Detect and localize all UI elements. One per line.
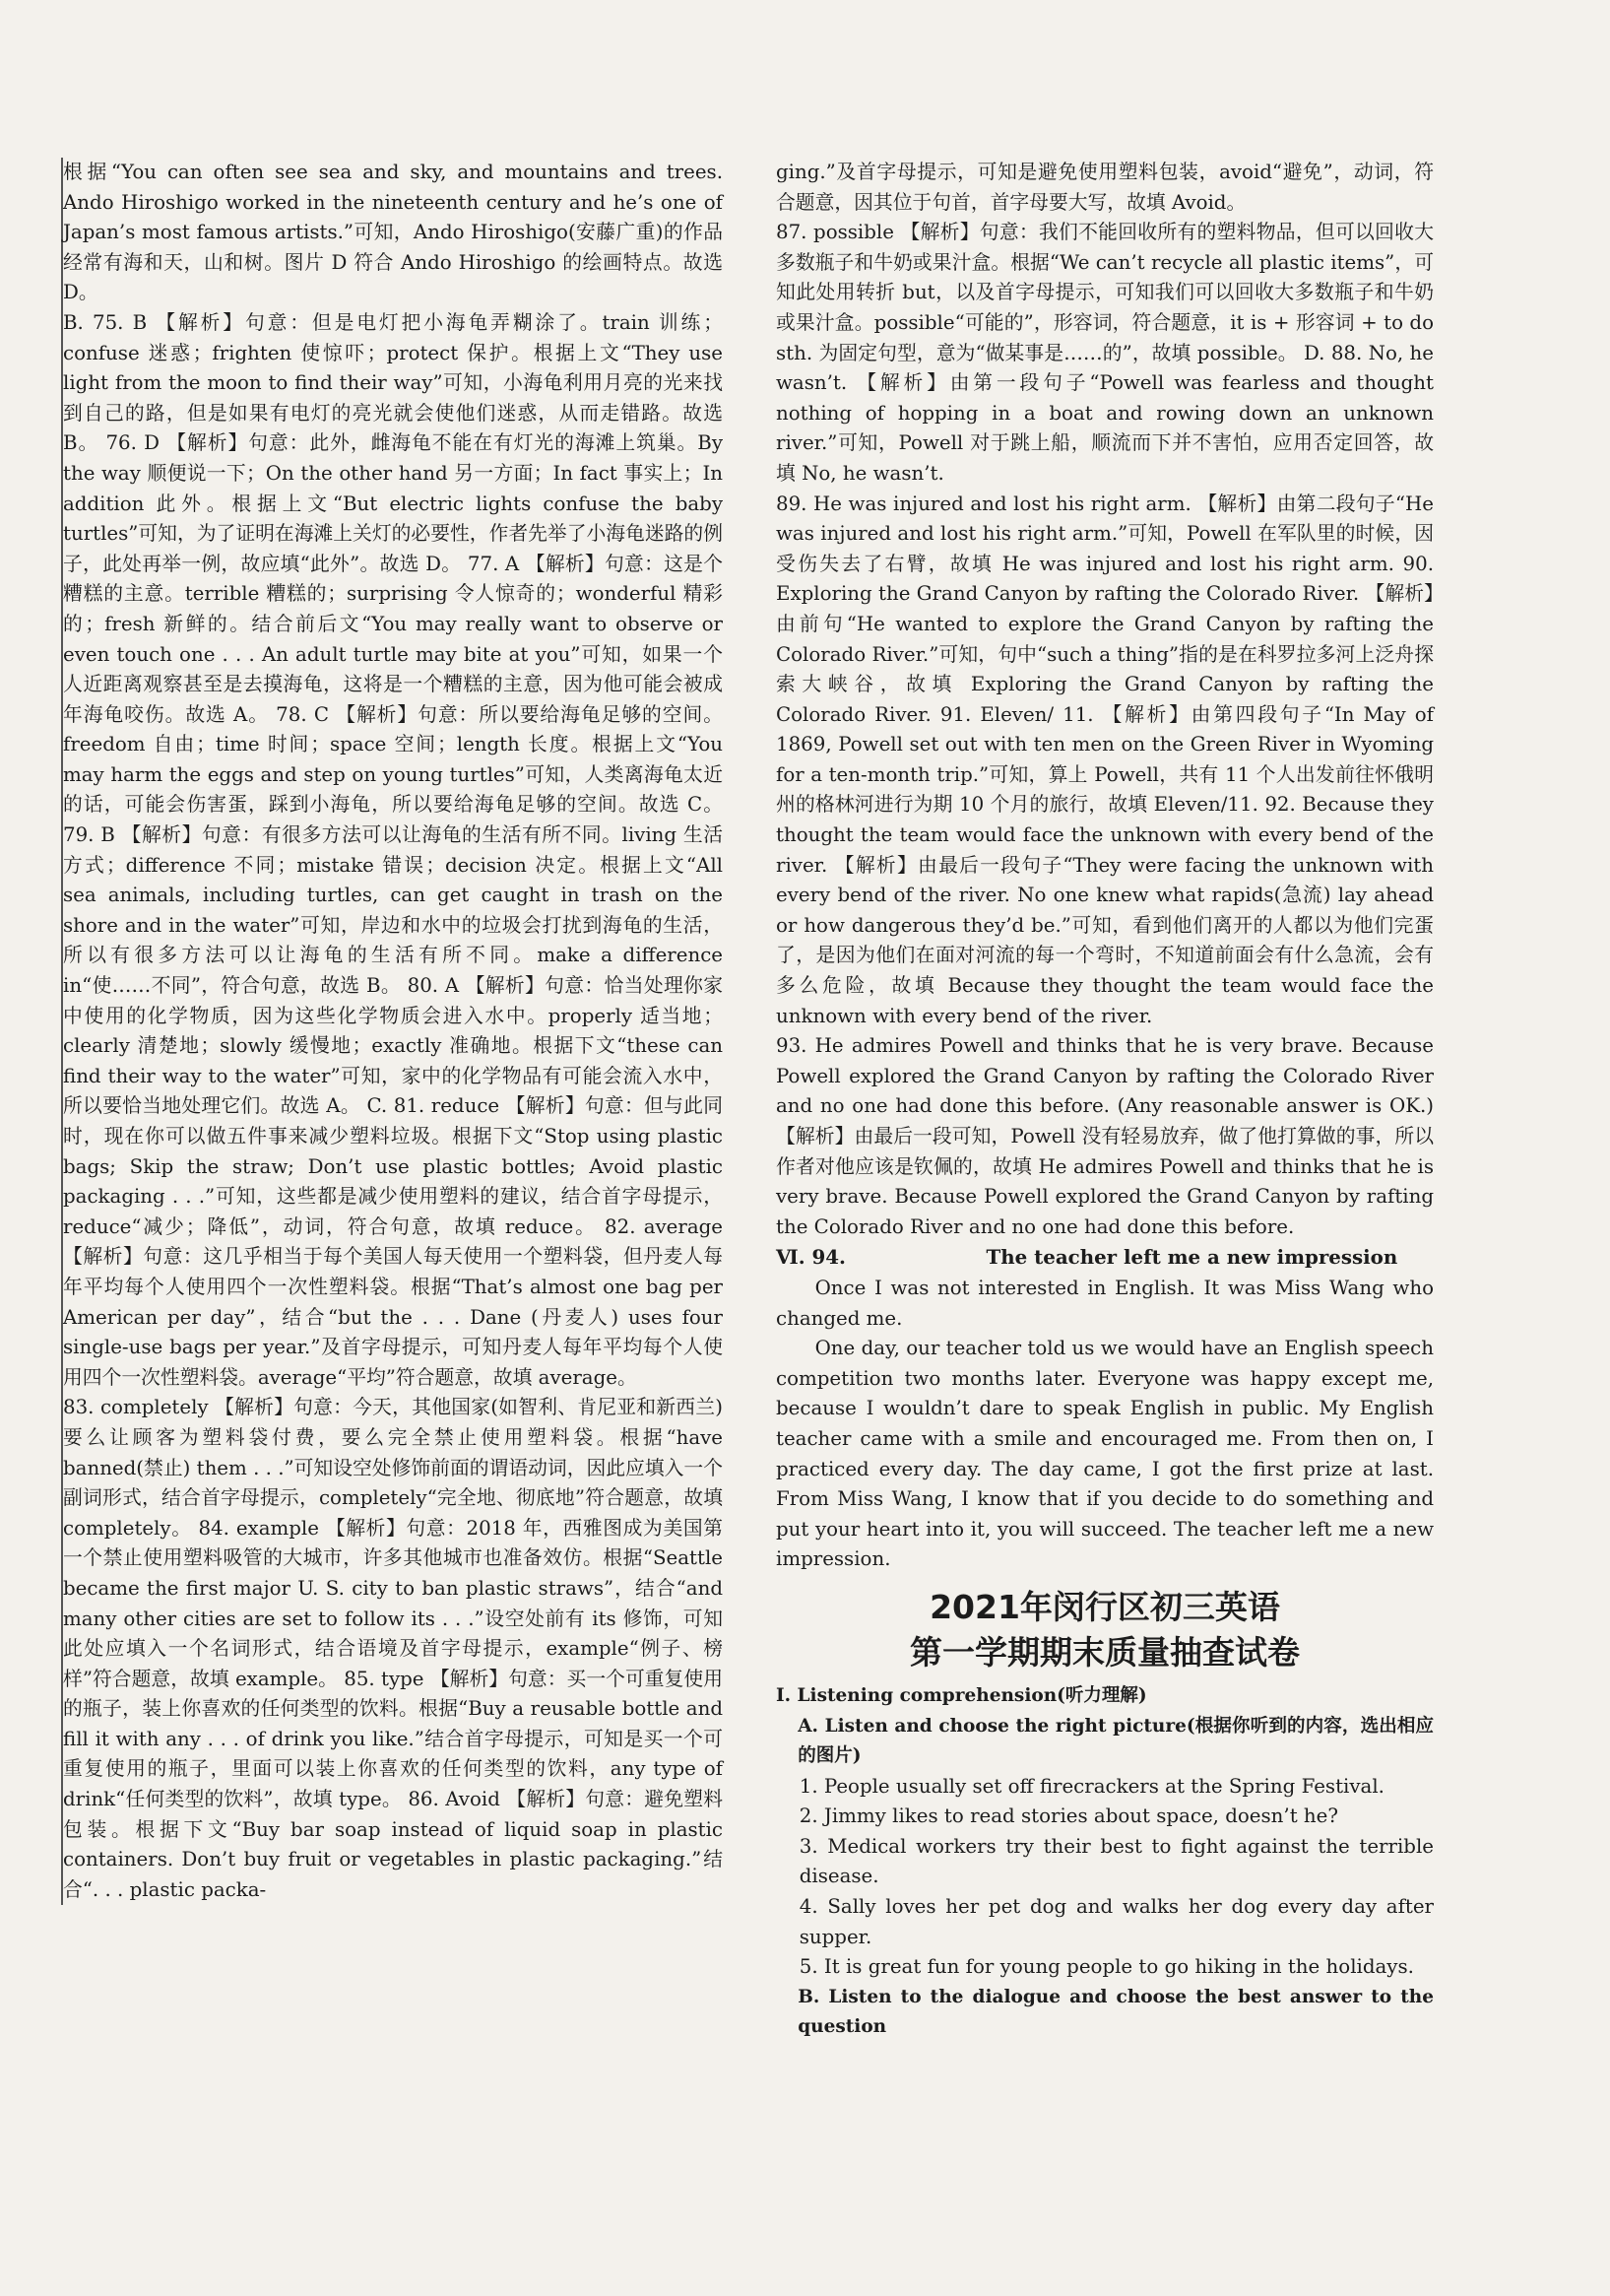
answer-paragraph: 89. He was injured and lost his right arm. 【解析】由第二段句子“He was injured and lost his right arm.”可知，Powell 在军队里的时候，因受伤失去了右臂，故填 He was injured and lost his right arm. 90. Exploring the Grand Canyon by rafting the Colorado River. 【解析】由前句“He wanted to explore the Grand Canyon by rafting the Colorado River.”可知，句中“such a thing”指的是在科罗拉多河上泛舟探索大峡谷，故填 Exploring the Grand Canyon by rafting the Colorado River. 91. Eleven/ 11. 【解析】由第四段句子“In May of 1869, Powell set out with ten men on the Green River in Wyoming for a ten-month trip.”可知，算上 Powell，共有 11 个人出发前往怀俄明州的格林河进行为期 10 个月的旅行，故填 Eleven/11. 92. Because they thought the team would face the unknown with every bend of the river. 【解析】由最后一段句子“They were facing the unknown with every bend of the river. No one knew what rapids(急流) lay ahead or how dangerous they’d be.”可知，看到他们离开的人都以为他们完蛋了，是因为他们在面对河流的每一个弯时，不知道前面会有什么急流，会有多么危险，故填 Because they thought the team would face the unknown with every bend of the river.: [776, 492, 1434, 1027]
exam-heading-line2: 第一学期期末质量抽查试卷: [910, 1632, 1300, 1672]
answer-paragraph: 根据“You can often see sea and sky, and mountains and trees. Ando Hiroshigo worked in the nineteenth century and he’s one of Japan’s most famous artists.”可知，Ando Hiroshigo(安藤广重)的作品经常有海和天，山和树。图片 D 符合 Ando Hiroshigo 的绘画特点。故选 D。: [63, 161, 723, 304]
answer-paragraph: ging.”及首字母提示，可知是避免使用塑料包装，avoid“避免”，动词，符合题意，因其位于句首，首字母要大写，故填 Avoid。: [776, 161, 1434, 214]
part-a-instruction: A. Listen and choose the right picture(根据你听到的内容，选出相应的图片): [798, 1715, 1434, 1767]
section-title: Ⅰ. Listening comprehension(听力理解): [776, 1684, 1147, 1706]
essay-title: The teacher left me a new impression: [986, 1245, 1398, 1270]
left-column: [61, 158, 723, 1905]
answer-paragraph: B. 75. B 【解析】句意：但是电灯把小海龟弄糊涂了。train 训练；confuse 迷惑；frighten 使惊吓；protect 保护。根据上文“They use light from the moon to find their way”可知，小海龟利用月亮的光来找到自己的路，但是如果有电灯的亮光就会使他们迷惑，从而走错路。故选 B。 76. D 【解析】句意：此外，雌海龟不能在有灯光的海滩上筑巢。By the way 顺便说一下；On the other hand 另一方面；In fact 事实上；In addition 此外。根据上文“But electric lights confuse the baby turtles”可知，为了证明在海滩上关灯的必要性，作者先举了小海龟迷路的例子，此处再举一例，故应填“此外”。故选 D。 77. A 【解析】句意：这是个糟糕的主意。terrible 糟糕的；surprising 令人惊奇的；wonderful 精彩的；fresh 新鲜的。结合前后文“You may really want to observe or even touch one . . . An adult turtle may bite at you”可知，如果一个人近距离观察甚至是去摸海龟，这将是一个糟糕的主意，因为他可能会被成年海龟咬伤。故选 A。 78. C 【解析】句意：所以要给海龟足够的空间。freedom 自由；time 时间；space 空间；length 长度。根据上文“You may harm the eggs and step on young turtles”可知，人类离海龟太近的话，可能会伤害蛋，踩到小海龟，所以要给海龟足够的空间。故选 C。 79. B 【解析】句意：有很多方法可以让海龟的生活有所不同。living 生活方式；difference 不同；mistake 错误；decision 决定。根据上文“All sea animals, including turtles, can get caught in trash on the shore and in the water”可知，岸边和水中的垃圾会打扰到海龟的生活，所以有很多方法可以让海龟的生活有所不同。make a difference in“使……不同”，符合句意，故选 B。 80. A 【解析】句意：恰当处理你家中使用的化学物质，因为这些化学物质会进入水中。properly 适当地；clearly 清楚地；slowly 缓慢地；exactly 准确地。根据下文“these can find their way to the water”可知，家中的化学物品有可能会流入水中，所以要恰当地处理它们。故选 A。 C. 81. reduce 【解析】句意：但与此同时，现在你可以做五件事来减少塑料垃圾。根据下文“Stop using plastic bags; Skip the straw; Don’t use plastic bottles; Avoid plastic packaging . . .”可知，这些都是减少使用塑料的建议，结合首字母提示，reduce“减少；降低”，动词，符合句意，故填 reduce。 82. average 【解析】句意：这几乎相当于每个美国人每天使用一个塑料袋，但丹麦人每年平均每个人使用四个一次性塑料袋。根据“That’s almost one bag per American per day”，结合“but the . . . Dane (丹麦人) uses four single-use bags per year.”及首字母提示，可知丹麦人每年平均每个人使用四个一次性塑料袋。average“平均”符合题意，故填 average。: [63, 310, 723, 1389]
exam-heading-line1: 2021年闵行区初三英语: [930, 1587, 1280, 1626]
list-item: 3. Medical workers try their best to fight against the terrible disease.: [799, 1834, 1434, 1888]
answer-paragraph: 87. possible 【解析】句意：我们不能回收所有的塑料物品，但可以回收大多数瓶子和牛奶或果汁盒。根据“We can’t recycle all plastic items”，可知此处用转折 but，以及首字母提示，可知我们可以回收大多数瓶子和牛奶或果汁盒。possible“可能的”，形容词，符合题意，it is + 形容词 + to do sth. 为固定句型，意为“做某事是……的”，故填 possible。 D. 88. No, he wasn’t. 【解析】由第一段句子“Powell was fearless and thought nothing of hopping in a boat and rowing down an unknown river.”可知，Powell 对于跳上船，顺流而下并不害怕，应用否定回答，故填 No, he wasn’t.: [776, 221, 1434, 485]
essay-paragraph: One day, our teacher told us we would have an English speech competition two months later. Everyone was happy except me, because I wouldn’t dare to speak English in public. My English teacher came with a smile and encouraged me. From then on, I practiced every day. The day came, I got the first prize at last. From Miss Wang, I know that if you decide to do something and put your heart into it, you will succeed. The teacher left me a new impression.: [776, 1337, 1434, 1571]
essay-header: [776, 1242, 1434, 1274]
essay-label: Ⅵ. 94.: [776, 1245, 846, 1270]
part-b-instruction: B. Listen to the dialogue and choose the best answer to the question: [798, 1986, 1434, 2038]
answer-paragraph: 93. He admires Powell and thinks that he is very brave. Because Powell explored the Grand Canyon by rafting the Colorado River and no one had done this before. (Any reasonable answer is OK.) 【解析】由最后一段可知，Powell 没有轻易放弃，做了他打算做的事，所以作者对他应该是钦佩的，故填 He admires Powell and thinks that he is very brave. Because Powell explored the Grand Canyon by rafting the Colorado River and no one had done this before.: [776, 1034, 1434, 1238]
essay-paragraph: Once I was not interested in English. It was Miss Wang who changed me.: [776, 1276, 1434, 1330]
list-item: 4. Sally loves her pet dog and walks her dog every day after supper.: [799, 1895, 1434, 1948]
list-item: 2. Jimmy likes to read stories about space, doesn’t he?: [799, 1804, 1338, 1828]
answer-paragraph: 83. completely 【解析】句意：今天，其他国家(如智利、肯尼亚和新西兰)要么让顾客为塑料袋付费，要么完全禁止使用塑料袋。根据“have banned(禁止) them . . .”可知设空处修饰前面的谓语动词，因此应填入一个副词形式，结合首字母提示，completely“完全地、彻底地”符合题意，故填 completely。 84. example 【解析】句意：2018 年，西雅图成为美国第一个禁止使用塑料吸管的大城市，许多其他城市也准备效仿。根据“Seattle became the first major U. S. city to ban plastic straws”，结合“and many other cities are set to follow its . . .”设空处前有 its 修饰，可知此处应填入一个名词形式，结合语境及首字母提示，example“例子、榜样”符合题意，故填 example。 85. type 【解析】句意：买一个可重复使用的瓶子，装上你喜欢的任何类型的饮料。根据“Buy a reusable bottle and fill it with any . . . of drink you like.”结合首字母提示，可知是买一个可重复使用的瓶子，里面可以装上你喜欢的任何类型的饮料，any type of drink“任何类型的饮料”，故填 type。 86. Avoid 【解析】句意：避免塑料包装。根据下文“Buy bar soap instead of liquid soap in plastic containers. Don’t buy fruit or vegetables in plastic packaging.”结合“. . . plastic packa-: [63, 1396, 723, 1901]
right-column: [776, 158, 1434, 2043]
list-item: 1. People usually set off firecrackers at the Spring Festival.: [799, 1774, 1385, 1798]
list-item: 5. It is great fun for young people to go hiking in the holidays.: [799, 1955, 1414, 1979]
exam-heading: [776, 1585, 1434, 1675]
